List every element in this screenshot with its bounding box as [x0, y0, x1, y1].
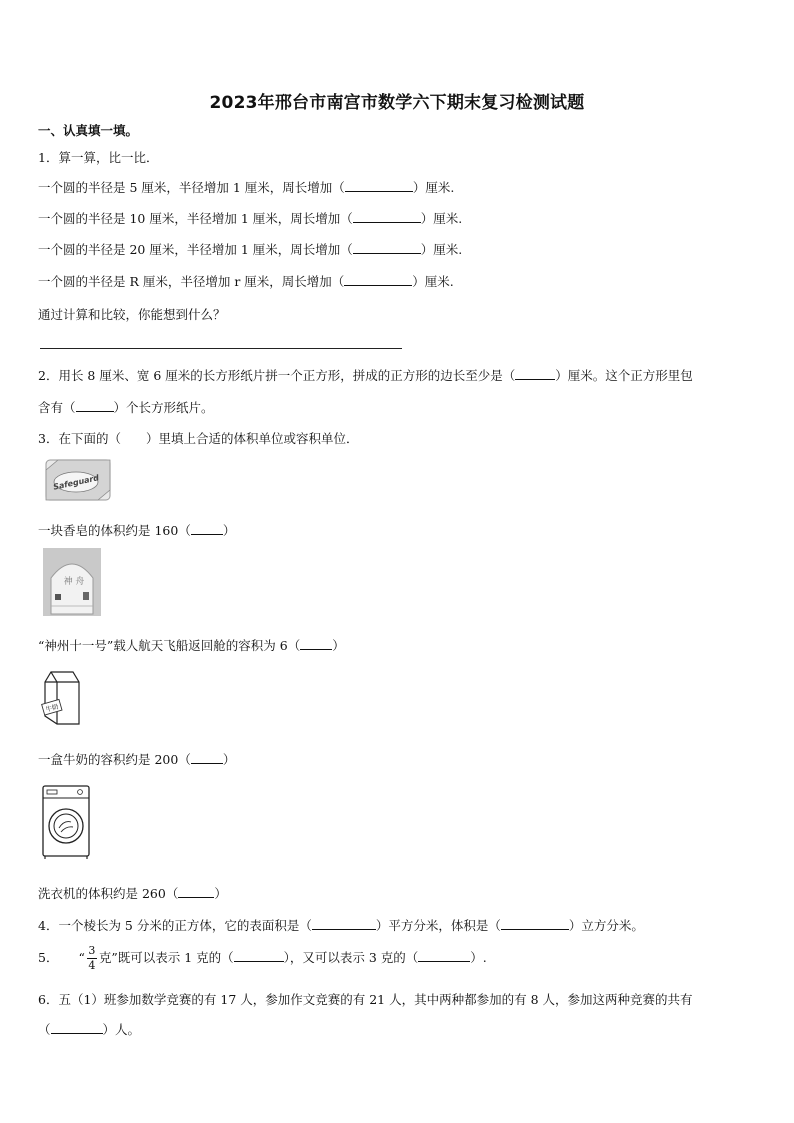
q6-line-2 [38, 1020, 140, 1038]
q1-line-1 [38, 178, 454, 196]
q3-capsule [38, 636, 345, 654]
q2-text-b: ）厘米。这个正方形里包 [555, 368, 693, 383]
answer-blank[interactable] [312, 918, 376, 930]
capsule-text: 神 舟 [63, 577, 85, 587]
answer-blank[interactable] [418, 950, 470, 962]
q3-washer-text: 洗衣机的体积约是 260（ [38, 886, 179, 901]
q3-washer-close: ） [214, 886, 227, 901]
q2-text-a: 2．用长 8 厘米、宽 6 厘米的长方形纸片拼一个正方形，拼成的正方形的边长至少是（ [38, 368, 516, 383]
q1-line-4-unit: ）厘米. [412, 274, 454, 289]
answer-blank[interactable] [191, 752, 223, 764]
fraction-denominator: 4 [88, 959, 96, 972]
q4-line [38, 916, 644, 934]
q5-line [38, 945, 487, 972]
answer-line[interactable] [40, 348, 402, 349]
milk-carton-image [37, 670, 83, 726]
soap-logo: Safeguard [52, 473, 100, 492]
q1-line-1-text: 一个圆的半径是 5 厘米，半径增加 1 厘米，周长增加（ [38, 180, 345, 195]
answer-blank[interactable] [191, 523, 223, 535]
answer-blank[interactable] [300, 638, 332, 650]
page-title: 2023年邢台市南宫市数学六下期末复习检测试题 [209, 93, 585, 113]
answer-blank[interactable] [501, 918, 569, 930]
q2-line-1 [38, 366, 693, 384]
milk-label: 牛奶 [44, 702, 60, 714]
q3-washer [38, 884, 227, 902]
fraction [87, 945, 97, 972]
answer-blank[interactable] [515, 368, 555, 380]
fraction-numerator: 3 [88, 944, 96, 957]
q4-text-c: ）立方分米。 [568, 918, 644, 933]
q3-milk-close: ） [222, 752, 236, 767]
q1-line-2-unit: ）厘米. [420, 211, 463, 226]
q2-line-2 [38, 398, 214, 416]
q3-milk [38, 750, 235, 768]
q1-line-3-text: 一个圆的半径是 20 厘米，半径增加 1 厘米，周长增加（ [38, 242, 353, 257]
capsule-image [43, 548, 101, 616]
answer-blank[interactable] [353, 242, 421, 254]
q5-open-quote: “ [78, 950, 85, 965]
answer-blank[interactable] [51, 1022, 103, 1034]
q3-soap [38, 521, 235, 539]
q6-line-1: 6．五（1）班参加数学竞赛的有 17 人，参加作文竞赛的有 21 人，其中两种都参加的有 8 人，参加这两种竞赛的共有 [38, 992, 693, 1007]
q6-text-c: ）人。 [102, 1022, 141, 1037]
answer-blank[interactable] [234, 950, 284, 962]
q1-line-4-text: 一个圆的半径是 R 厘米，半径增加 r 厘米，周长增加（ [38, 274, 345, 289]
section-heading: 一、认真填一填。 [38, 123, 139, 138]
q1-heading: 1．算一算，比一比． [38, 150, 159, 165]
answer-blank[interactable] [178, 886, 214, 898]
q5-number: 5． [38, 950, 59, 965]
q1-line-3 [38, 240, 462, 258]
q1-line-3-unit: ）厘米. [420, 242, 463, 257]
q6-text-b: （ [38, 1022, 51, 1037]
q2-text-c: 含有（ [38, 400, 76, 415]
q3-soap-text: 一块香皂的体积约是 160（ [38, 523, 191, 538]
washing-machine-image [38, 784, 96, 860]
q4-text-a: 4．一个棱长为 5 分米的正方体，它的表面积是（ [38, 918, 312, 933]
q5-text-a: 克”既可以表示 1 克的（ [98, 950, 234, 965]
q5-text-c: ）. [470, 950, 487, 965]
q3-capsule-text: “神州十一号”载人航天飞船返回舱的容积为 6（ [38, 638, 301, 653]
answer-blank[interactable] [76, 400, 114, 412]
q1-line-1-unit: ）厘米. [412, 180, 455, 195]
q1-line-4 [38, 272, 454, 290]
q1-line-2 [38, 209, 462, 227]
q2-text-d: ）个长方形纸片。 [113, 400, 214, 415]
q5-text-b: ），又可以表示 3 克的（ [283, 950, 419, 965]
q3-milk-text: 一盒牛奶的容积约是 200（ [38, 752, 191, 767]
q3-capsule-close: ） [332, 638, 345, 653]
answer-blank[interactable] [345, 180, 413, 192]
soap-image [44, 456, 112, 504]
q1-think: 通过计算和比较，你能想到什么？ [38, 307, 226, 322]
q4-text-b: ）平方分米，体积是（ [375, 918, 501, 933]
answer-blank[interactable] [344, 274, 412, 286]
q3-soap-close: ） [222, 523, 236, 538]
q3-heading: 3．在下面的（ ）里填上合适的体积单位或容积单位． [38, 431, 359, 446]
q1-line-2-text: 一个圆的半径是 10 厘米，半径增加 1 厘米，周长增加（ [38, 211, 353, 226]
answer-blank[interactable] [353, 211, 421, 223]
